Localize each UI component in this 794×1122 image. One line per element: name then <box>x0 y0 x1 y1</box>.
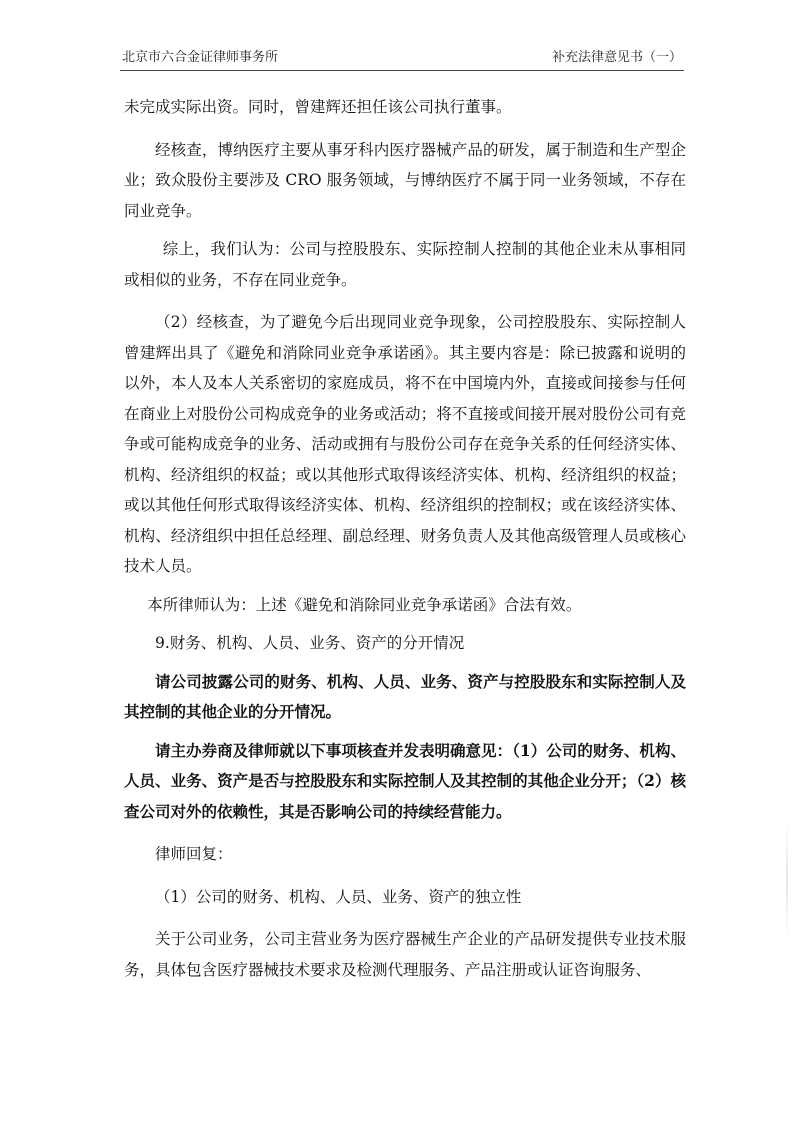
scan-edge-mark <box>786 820 788 940</box>
paragraph-business-independence: 关于公司业务，公司主营业务为医疗器械生产企业的产品研发提供专业技术服务，具体包含医疗器械技术要求及检测代理服务、产品注册或认证咨询服务、 <box>124 930 686 979</box>
paragraph-lawyer-reply: 律师回复： <box>155 845 233 863</box>
paragraph-disclosure-request: 请公司披露公司的财务、机构、人员、业务、资产与控股股东和实际控制人及其控制的其他企业的分开情况。 <box>124 671 686 721</box>
paragraph-verification-request: 请主办券商及律师就以下事项核查并发表明确意见：（1）公司的财务、机构、人员、业务、资产是否与控股股东和实际控制人及其控制的其他企业分开；（2）核查公司对外的依赖性，其是否影响公司的持续经营能力。 <box>124 740 686 821</box>
paragraph-continuation: 未完成实际出资。同时，曾建辉还担任该公司执行董事。 <box>124 98 512 116</box>
header-divider <box>120 70 684 71</box>
section-heading-9: 9.财务、机构、人员、业务、资产的分开情况 <box>155 634 465 652</box>
paragraph-conclusion: 综上，我们认为：公司与控股股东、实际控制人控制的其他企业未从事相同或相似的业务，不存在同业竞争。 <box>124 240 686 289</box>
paragraph-lawyer-opinion: 本所律师认为：上述《避免和消除同业竞争承诺函》合法有效。 <box>147 595 582 614</box>
document-body <box>124 92 686 985</box>
subsection-heading-independence: （1）公司的财务、机构、人员、业务、资产的独立性 <box>155 887 522 906</box>
header-document-title: 补充法律意见书（一） <box>551 50 682 65</box>
header-firm-name: 北京市六合金证律师事务所 <box>122 50 279 65</box>
paragraph-verification: 经核查，博纳医疗主要从事牙科内医疗器械产品的研发，属于制造和生产型企业；致众股份主要涉及 CRO 服务领域，与博纳医疗不属于同一业务领域，不存在同业竞争。 <box>124 140 686 220</box>
page-header <box>122 48 682 68</box>
paragraph-commitment-letter: （2）经核查，为了避免今后出现同业竞争现象，公司控股股东、实际控制人曾建辉出具了《避免和消除同业竞争承诺函》。其主要内容是：除已披露和说明的以外，本人及本人关系密切的家庭成员，将不在中国境内外，直接或间接参与任何在商业上对股份公司构成竞争的业务或活动；将不直接或间接开展对股份公司有竞争或可能构成竞争的业务、活动或拥有与股份公司存在竞争关系的任何经济实体、机构、经济组织的权益；或以其他形式取得该经济实体、机构、经济组织的权益；或以其他任何形式取得该经济实体、机构、经济组织的控制权；或在该经济实体、机构、经济组织中担任总经理、副总经理、财务负责人及其他高级管理人员或核心技术人员。 <box>124 313 686 575</box>
